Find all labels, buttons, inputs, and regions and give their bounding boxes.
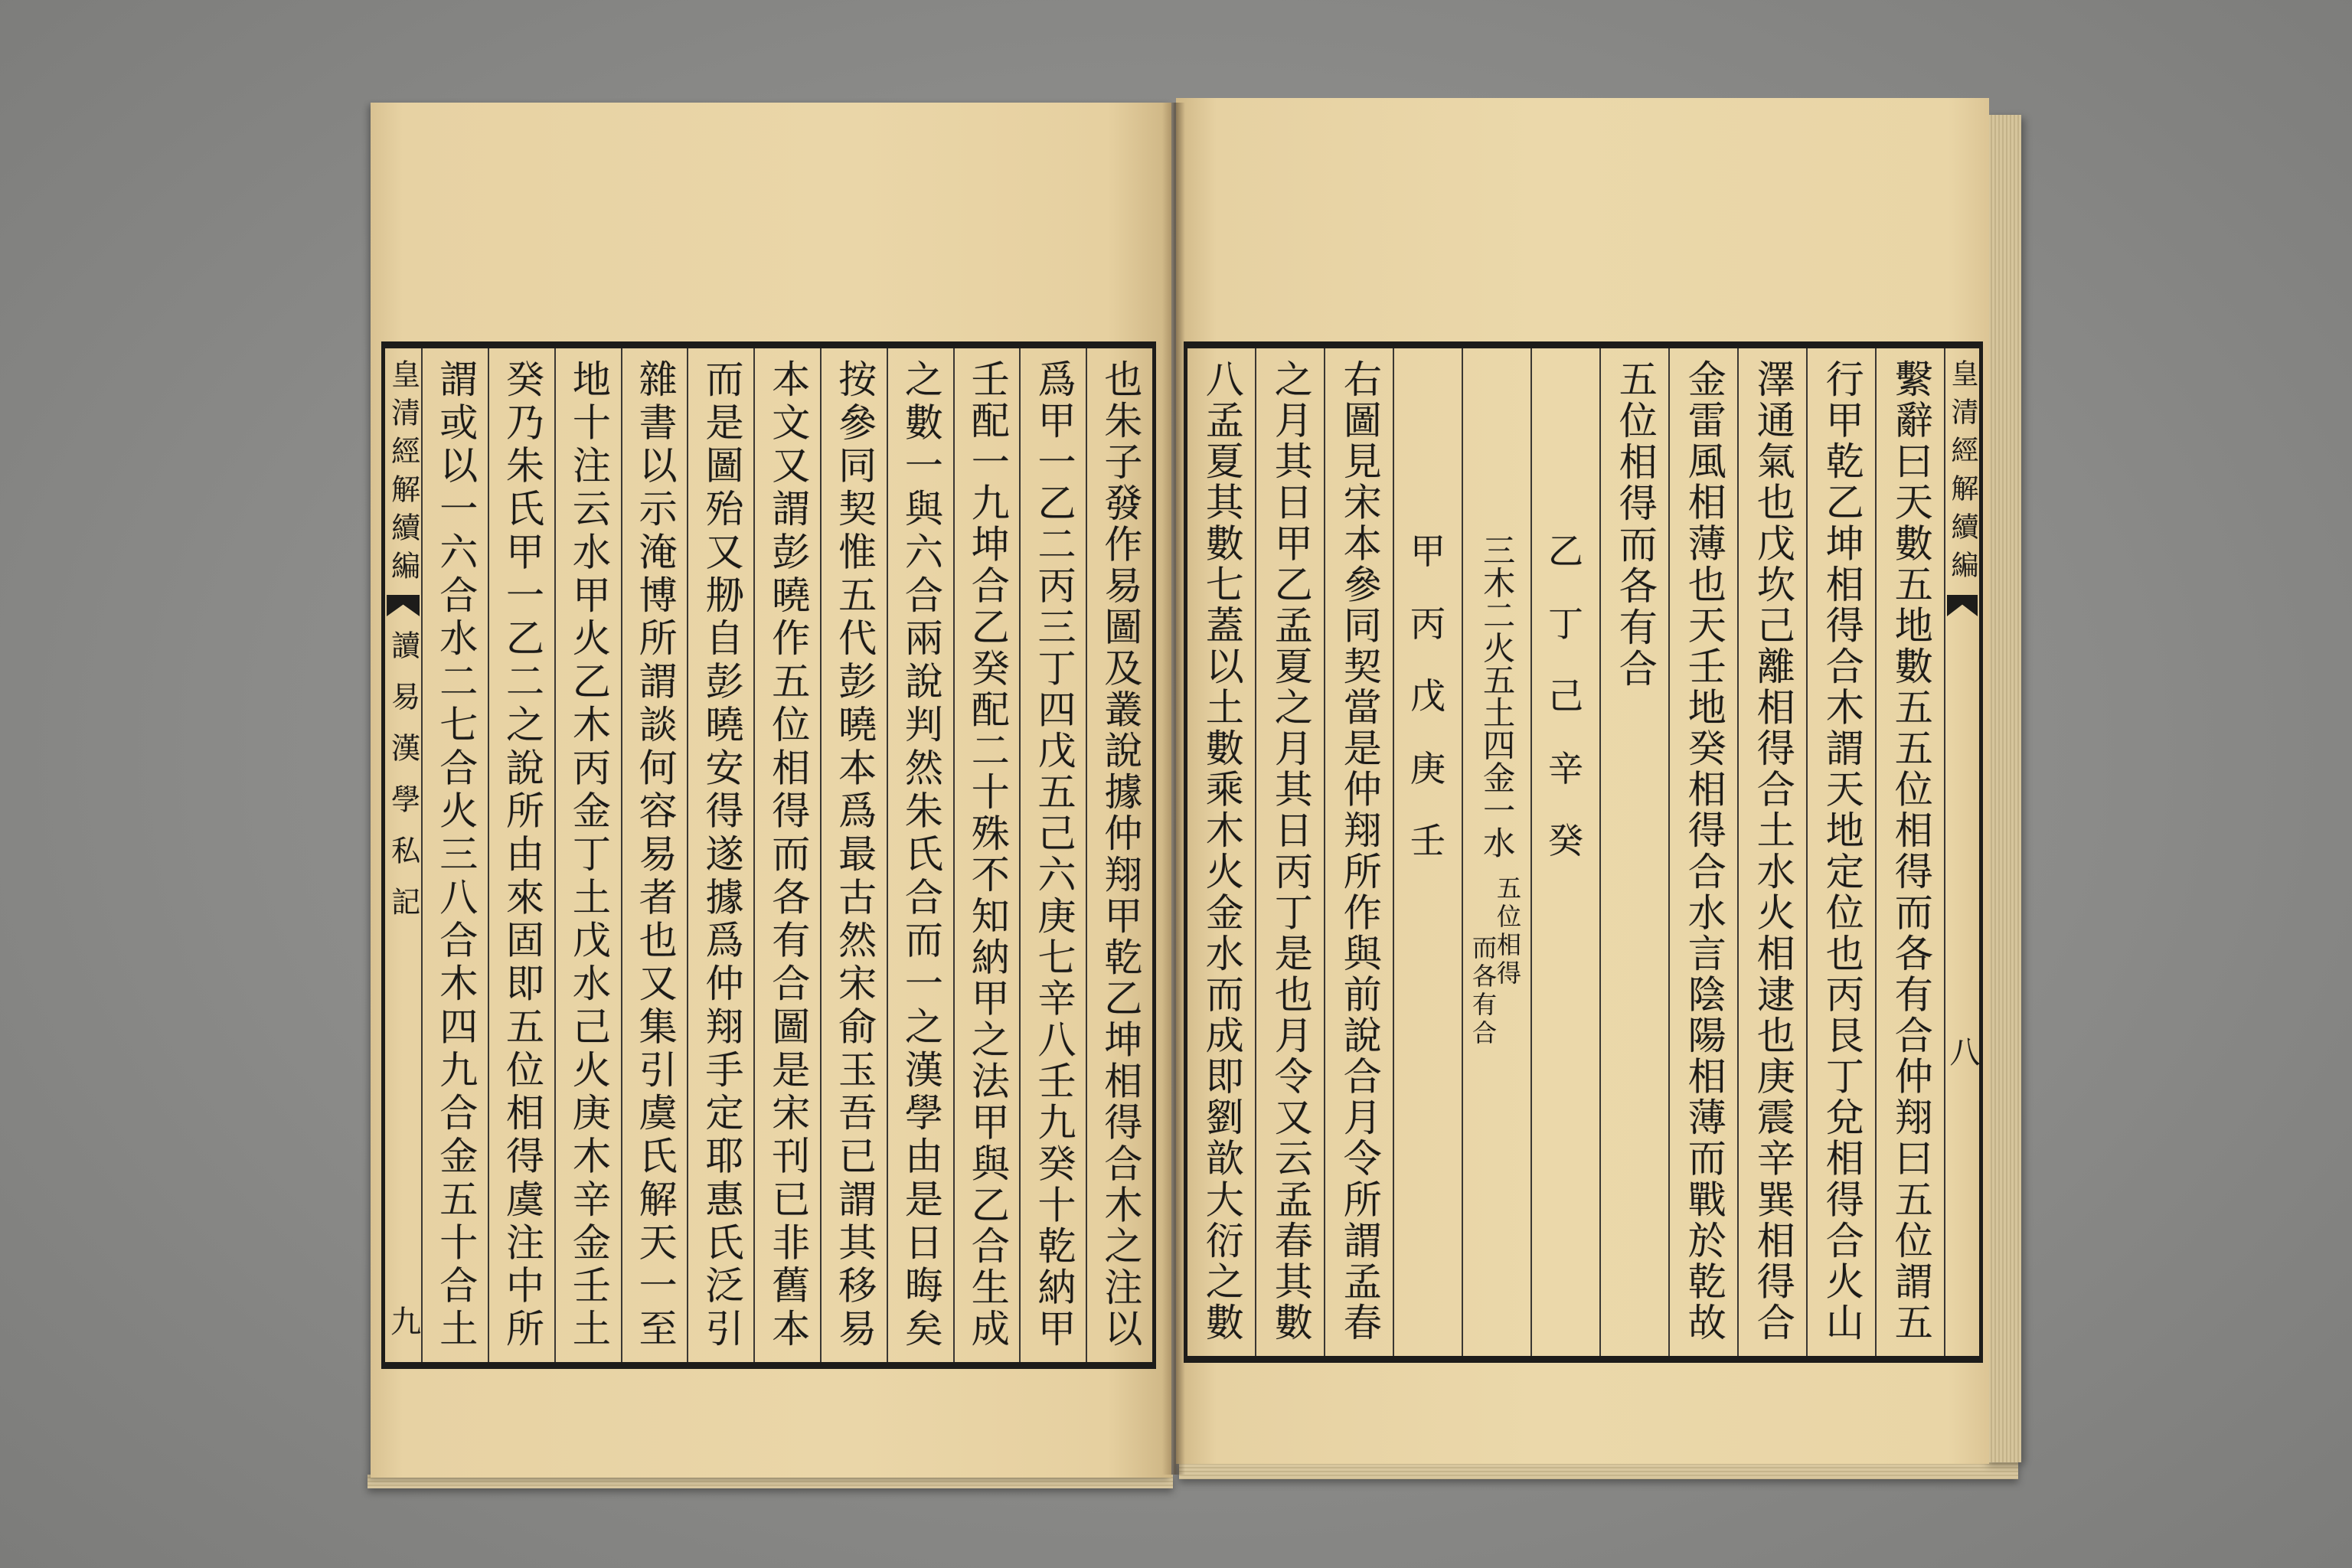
column-text: 也朱子發作易圖及叢說據仲翔甲乾乙坤相得合木之注以: [1098, 359, 1143, 1347]
diagram-numbers-column: [1462, 348, 1530, 1356]
column-text: 雜書以示淹博所謂談何容易者也又集引虞氏解天一至: [632, 359, 678, 1347]
diagram-stem: 辛: [1548, 747, 1583, 789]
column-text: 澤通氣也戊坎己離相得合土水火相逮也庚震辛巽相得合: [1750, 359, 1795, 1341]
text-column-6: [753, 348, 820, 1362]
column-text: 而是圖殆又刱自彭曉安得遂據爲仲翔手定耶惠氏泛引: [699, 359, 744, 1347]
text-column-8: [621, 348, 688, 1362]
column-text: 右圖見宋本參同契當是仲翔所作與前說合月令所謂孟春: [1337, 359, 1382, 1341]
text-column-2: [1806, 348, 1875, 1356]
column-text: 地十注云水甲火乙木丙金丁土戊水己火庚木辛金壬土: [566, 359, 611, 1347]
diagram-stem: 癸: [1548, 820, 1583, 861]
text-column-10: [488, 348, 554, 1362]
diagram-stem: 乙: [1548, 531, 1583, 572]
text-column-2: [1019, 348, 1086, 1362]
right-page-side-edge-stack: [1984, 115, 2021, 1462]
column-text: 按參同契惟五代彭曉本爲最古然宋俞玉吾已謂其移易: [832, 359, 877, 1347]
work-title: 讀易漢學私記: [386, 630, 420, 938]
text-column-1: [1086, 348, 1152, 1362]
text-column-3: [953, 348, 1020, 1362]
column-text: 之數一與六合兩說判然朱氏合而一之漢學由是日晦矣: [898, 359, 943, 1347]
diagram-caption-line-2: 而各有合: [1468, 935, 1498, 1048]
text-column-9: [1324, 348, 1393, 1356]
column-text: 爲甲一乙二丙三丁四戊五己六庚七辛八壬九癸十乾納甲: [1031, 359, 1076, 1347]
column-text: 壬配一九坤合乙癸配二十殊不知納甲之法甲與乙合生成: [965, 359, 1010, 1347]
text-column-3: [1737, 348, 1806, 1356]
text-column-11: [421, 348, 488, 1362]
right-page-frame: [1184, 341, 1983, 1363]
text-column-5: [820, 348, 887, 1362]
right-banxin-strip: [1944, 348, 1979, 1356]
diagram-lower-stems: [1394, 531, 1462, 861]
diagram-caption-line-1: 五位相得: [1493, 875, 1522, 988]
column-text: 五位相得而各有合: [1612, 359, 1658, 690]
text-column-4: [887, 348, 953, 1362]
fish-tail-mark: [387, 595, 420, 616]
leaf-number: 八: [1945, 1036, 1980, 1067]
left-banxin-strip: [385, 348, 421, 1362]
diagram-lower-stems-column: [1393, 348, 1462, 1356]
leaf-number: 九: [385, 1305, 421, 1336]
diagram-stem: 甲: [1410, 531, 1446, 572]
column-text: 金雷風相薄也天壬地癸相得合水言陰陽相薄而戰於乾故: [1681, 359, 1726, 1341]
text-column-4: [1668, 348, 1737, 1356]
column-text: 癸乃朱氏甲一乙二之說所由來固即五位相得虞注中所: [500, 359, 545, 1347]
diagram-upper-stems: [1532, 531, 1599, 861]
diagram-upper-stems-column: [1530, 348, 1599, 1356]
column-text: 本文又謂彭曉作五位相得而各有合圖是宋刊已非舊本: [766, 359, 811, 1347]
diagram-stem: 庚: [1410, 747, 1446, 789]
text-column-7: [687, 348, 753, 1362]
diagram-stem: 己: [1548, 675, 1583, 717]
column-text: 行甲乾乙坤相得合木謂天地定位也丙艮丁兌相得合火山: [1819, 359, 1864, 1341]
text-column-11: [1187, 348, 1255, 1356]
fish-tail-mark: [1947, 595, 1978, 616]
column-text: 繫辭曰天數五地數五五位相得而各有合仲翔曰五位謂五: [1888, 359, 1933, 1341]
diagram-numbers-elements: 三木二火五土四金一水: [1478, 534, 1517, 858]
left-page-frame: [381, 341, 1156, 1369]
text-column-5: [1599, 348, 1668, 1356]
diagram-stem: 壬: [1410, 820, 1446, 861]
diagram-stem: 丁: [1548, 603, 1583, 645]
diagram-stem: 戊: [1410, 675, 1446, 717]
text-column-1: [1875, 348, 1944, 1356]
series-title: 皇清經解續編: [386, 359, 420, 589]
column-text: 八孟夏其數七蓋以土數乘木火金水而成即劉歆大衍之數: [1199, 359, 1244, 1341]
column-text: 之月其日甲乙孟夏之月其日丙丁是也月令又云孟春其數: [1268, 359, 1313, 1341]
text-column-10: [1255, 348, 1324, 1356]
column-text: 謂或以一六合水二七合火三八合木四九合金五十合土: [433, 359, 479, 1347]
text-column-9: [554, 348, 621, 1362]
gutter-shadow: [1162, 103, 1185, 1475]
series-title: 皇清經解續編: [1947, 359, 1978, 589]
diagram-stem: 丙: [1410, 603, 1446, 645]
